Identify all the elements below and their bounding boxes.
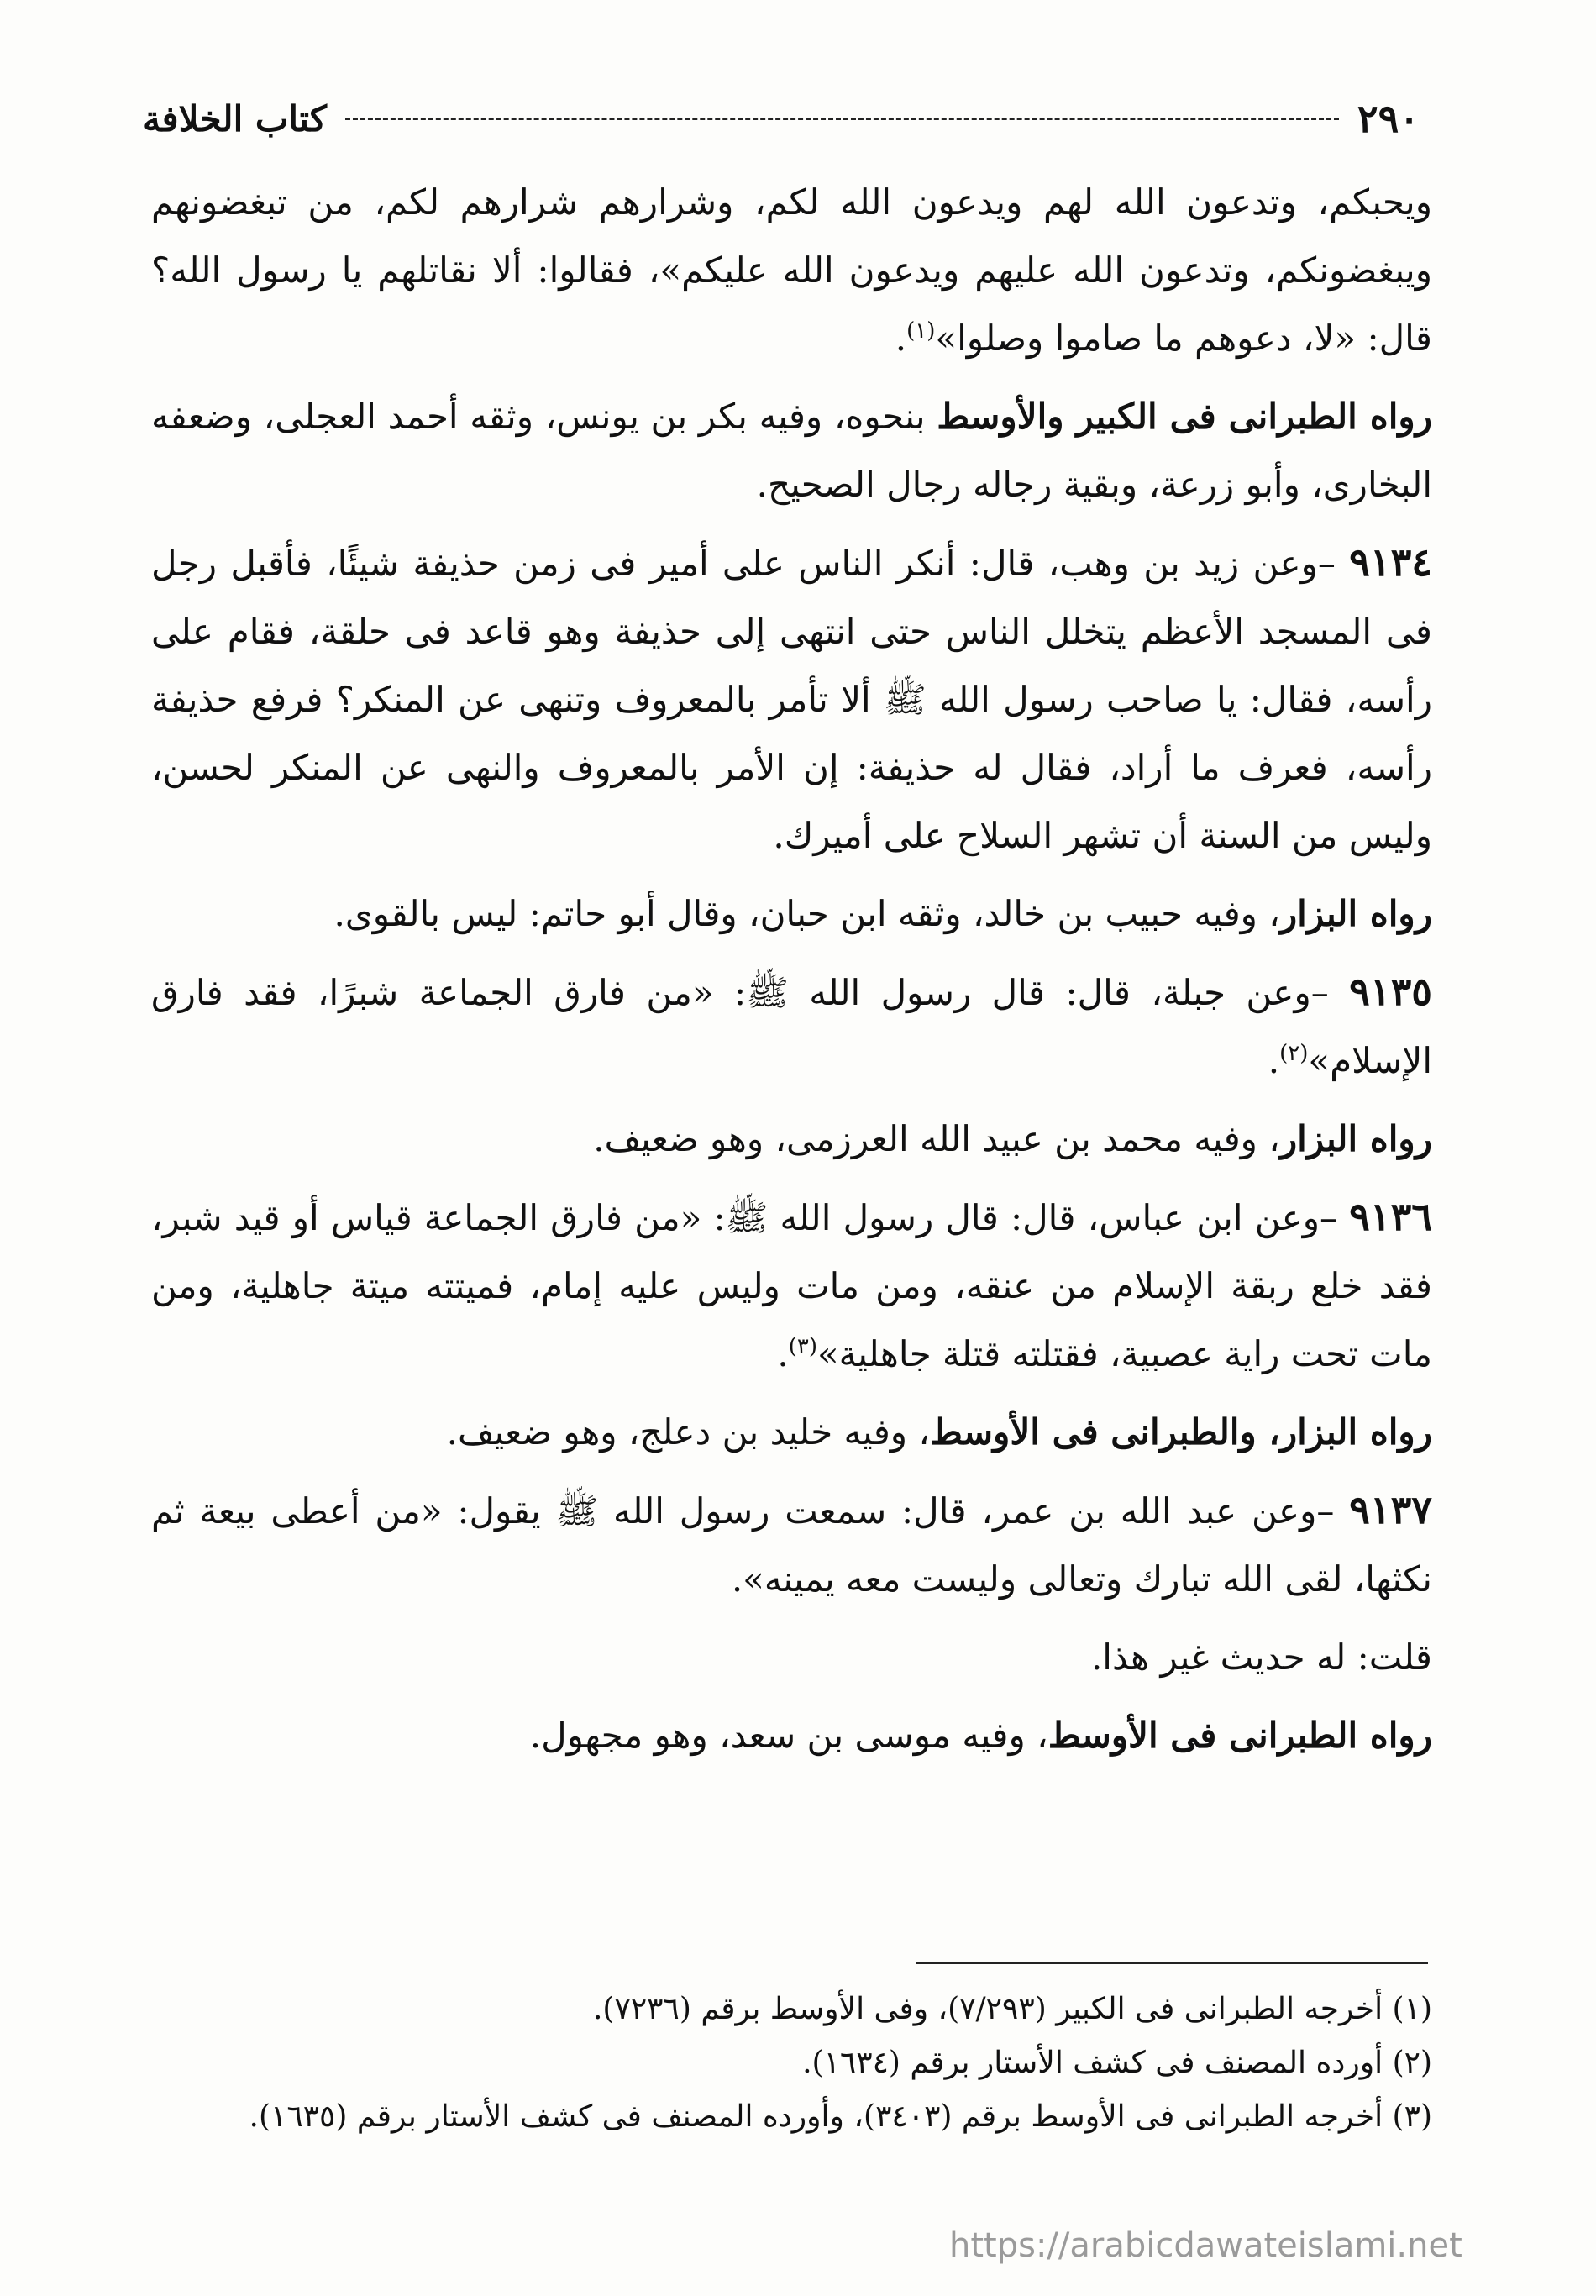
- footnote-ref: (٢): [1279, 1041, 1309, 1066]
- paragraph: قلت: له حديث غير هذا.: [1090, 1637, 1432, 1678]
- hadith-number: ٩١٣٧: [1349, 1487, 1432, 1532]
- header-dashed-rule: [345, 118, 1339, 120]
- footnote: (٣) أخرجه الطبرانى فى الأوسط برقم (٣٤٠٣)، وأورده المصنف فى كشف الأستار برقم (١٦٣٥).: [249, 2099, 1432, 2134]
- hadith-number: ٩١٣٦: [1349, 1194, 1432, 1239]
- hadith-paragraph: ٩١٣٤ –وعن زيد بن وهب، قال: أنكر الناس على أمير فى زمن حذيفة شيئًا، فأقبل رجل فى المسجد الأعظم يتخلل الناس حتى انتهى إلى حذيفة وهو قاعد فى حلقة، فقام على رأسه، فقال: يا صاحب رسول الله ﷺ ألا تأمر بالمعروف وتنهى عن المنكر؟ فرفع حذيفة رأسه، فعرف ما أراد، فقال له حذيفة: إن الأمر بالمعروف والنهى عن المنكر لحسن، وليس من السنة أن تشهر السلاح على أميرك.: [151, 539, 1432, 856]
- hadith-number: ٩١٣٥: [1349, 969, 1432, 1014]
- source-citation: رواه الطبرانى فى الكبير والأوسط: [937, 396, 1432, 437]
- source-citation: رواه البزار، والطبرانى فى الأوسط: [929, 1411, 1432, 1453]
- paragraph: رواه البزار، وفيه حبيب بن خالد، وثقه ابن حبان، وقال أبو حاتم: ليس بالقوى.: [333, 893, 1432, 934]
- paragraph: ويحبكم، وتدعون الله لهم ويدعون الله لكم، وشرارهم شرارهم لكم، من تبغضونهم ويبغضونكم، وتدعون الله عليهم ويدعون الله عليكم»، فقالوا: ألا نقاتلهم يا رسول الله؟ قال: «لا، دعوهم ما صاموا وصلوا»$^{(١)}$.: [151, 181, 1433, 359]
- source-citation: رواه الطبرانى فى الأوسط: [1047, 1715, 1432, 1756]
- footnote-ref: (٣): [788, 1334, 817, 1359]
- hadith-paragraph: ٩١٣٧ –وعن عبد الله بن عمر، قال: سمعت رسول الله ﷺ يقول: «من أعطى بيعة ثم نكثها، لقى الله تبارك وتعالى وليست معه يمينه».: [151, 1487, 1432, 1600]
- footnote-ref: (١): [906, 318, 936, 344]
- page-number: ٢٩٠: [1357, 96, 1420, 141]
- main-text: [151, 168, 1432, 1779]
- hadith-paragraph: ٩١٣٥ –وعن جبلة، قال: قال رسول الله ﷺ: «من فارق الجماعة شبرًا، فقد فارق الإسلام»$^{(٢)}$.: [151, 969, 1432, 1081]
- footnote: (٢) أورده المصنف فى كشف الأستار برقم (١٦٣٤).: [802, 2046, 1432, 2080]
- page-header: [143, 89, 1420, 148]
- footnotes: [151, 1983, 1432, 2144]
- footnote: (١) أخرجه الطبرانى فى الكبير (٧/٢٩٣)، وفى الأوسط برقم (٧٢٣٦).: [592, 1992, 1432, 2026]
- hadith-number: ٩١٣٤: [1349, 539, 1432, 585]
- watermark-url: https://arabicdawateislami.net: [949, 2226, 1462, 2265]
- paragraph: رواه الطبرانى فى الكبير والأوسط بنحوه، وفيه بكر بن يونس، وثقه أحمد العجلى، وضعفه البخارى، وأبو زرعة، وبقية رجاله رجال الصحيح.: [151, 396, 1432, 505]
- source-citation: رواه البزار: [1279, 1118, 1432, 1159]
- footnote-separator: [916, 1962, 1428, 1964]
- source-citation: رواه البزار: [1279, 893, 1432, 934]
- paragraph: رواه البزار، وفيه محمد بن عبيد الله العرزمى، وهو ضعيف.: [593, 1118, 1432, 1159]
- paragraph: رواه الطبرانى فى الأوسط، وفيه موسى بن سعد، وهو مجهول.: [529, 1715, 1432, 1756]
- hadith-paragraph: ٩١٣٦ –وعن ابن عباس، قال: قال رسول الله ﷺ: «من فارق الجماعة قياس أو قيد شبر، فقد خلع ربقة الإسلام من عنقه، ومن مات وليس عليه إمام، فميتته ميتة جاهلية، ومن مات تحت راية عصبية، فقتلته قتلة جاهلية»$^{(٣)}$.: [151, 1194, 1433, 1374]
- paragraph: رواه البزار، والطبرانى فى الأوسط، وفيه خليد بن دعلج، وهو ضعيف.: [446, 1411, 1432, 1453]
- book-title: كتاب الخلافة: [143, 97, 327, 139]
